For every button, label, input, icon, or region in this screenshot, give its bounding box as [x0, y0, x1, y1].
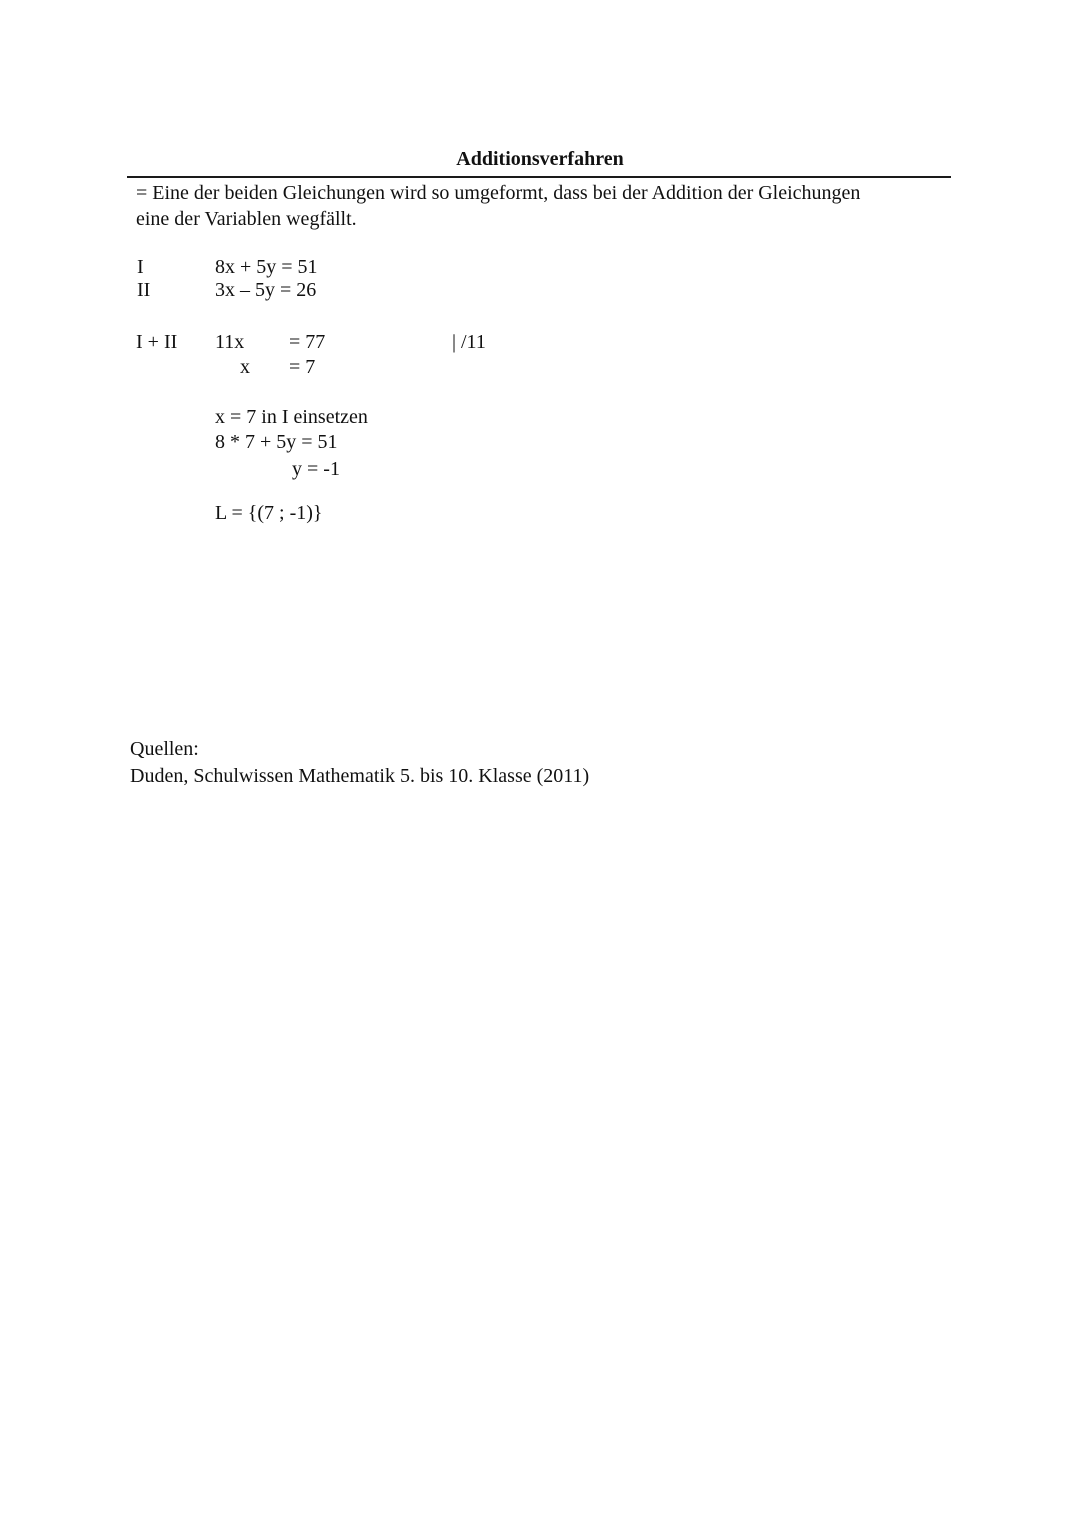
equation-1-expression: 8x + 5y = 51	[215, 256, 318, 278]
equation-2-expression: 3x – 5y = 26	[215, 279, 317, 301]
definition-paragraph	[136, 180, 946, 232]
equation-sum-operation: | /11	[452, 331, 486, 353]
substitution-step-3: y = -1	[292, 458, 340, 480]
equation-2-label: II	[137, 279, 151, 301]
equation-x-rhs: = 7	[289, 356, 316, 378]
definition-line-1: = Eine der beiden Gleichungen wird so umgeformt, dass bei der Addition der Gleichungen	[136, 182, 861, 204]
equation-sum-lhs: 11x	[215, 331, 245, 353]
substitution-step-1: x = 7 in I einsetzen	[215, 406, 368, 428]
page-title: Additionsverfahren	[456, 148, 624, 170]
sources-entry: Duden, Schulwissen Mathematik 5. bis 10. Klasse (2011)	[130, 765, 590, 787]
substitution-step-2: 8 * 7 + 5y = 51	[215, 431, 338, 453]
sources-heading: Quellen:	[130, 738, 199, 760]
equation-sum-rhs: = 77	[289, 331, 326, 353]
equation-1-label: I	[137, 256, 144, 278]
definition-line-2: eine der Variablen wegfällt.	[136, 208, 357, 230]
equation-sum-label: I + II	[136, 331, 178, 353]
title-underline	[127, 176, 951, 178]
solution-set: L = {(7 ; -1)}	[215, 502, 323, 524]
equation-x-lhs: x	[240, 356, 250, 378]
